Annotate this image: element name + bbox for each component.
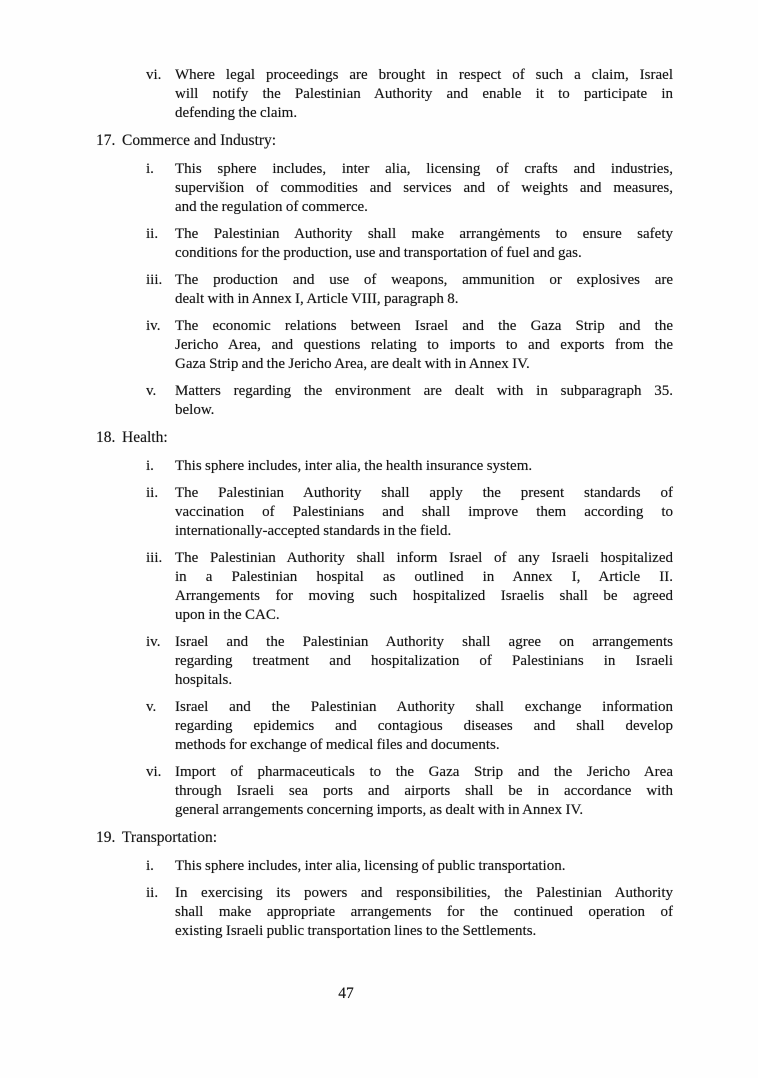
item-marker: ii.	[146, 885, 159, 901]
item-text	[175, 698, 673, 755]
text-line: regarding epidemics and contagious diseases and shall develop	[175, 718, 673, 734]
item-marker: v.	[146, 699, 157, 715]
item-text	[175, 160, 673, 217]
text-line: Gaza Strip and the Jericho Area, are dealt with in Annex IV.	[175, 356, 530, 372]
text-line: internationally-accepted standards in the field.	[175, 523, 452, 539]
item-text	[175, 484, 673, 541]
item-marker: ii.	[146, 485, 159, 501]
item-text	[175, 457, 673, 476]
text-line: through Israeli sea ports and airports shall be in accordance with	[175, 783, 673, 799]
text-line: Arrangements for moving such hospitalized Israelis shall be agreed	[175, 588, 673, 604]
text-line: This sphere includes, inter alia, licensing of crafts and industries,	[175, 161, 673, 177]
text-line: This sphere includes, inter alia, licensing of public transportation.	[175, 858, 566, 874]
text-line: defending the claim.	[175, 105, 298, 121]
item-marker: iv.	[146, 634, 161, 650]
list-item	[146, 225, 676, 263]
text-line: supervišion of commodities and services and of weights and measures,	[175, 180, 673, 196]
text-line: methods for exchange of medical files and documents.	[175, 737, 500, 753]
list-item	[146, 160, 676, 217]
text-line: The economic relations between Israel and the Gaza Strip and the	[175, 318, 673, 334]
text-line: Israel and the Palestinian Authority shall exchange information	[175, 699, 673, 715]
text-line: In exercising its powers and responsibilities, the Palestinian Authority	[175, 885, 673, 901]
item-marker: vi.	[146, 67, 162, 83]
text-line: will notify the Palestinian Authority and enable it to participate in	[175, 86, 673, 102]
text-line: Where legal proceedings are brought in respect of such a claim, Israel	[175, 67, 673, 83]
text-line: The Palestinian Authority shall make arrangėments to ensure safety	[175, 226, 673, 242]
list-item	[146, 382, 676, 420]
list-item	[146, 66, 676, 123]
list-item	[146, 549, 676, 625]
list-item	[146, 698, 676, 755]
text-line: Jericho Area, and questions relating to imports to and exports from the	[175, 337, 673, 353]
item-text	[175, 317, 673, 374]
text-line: hospitals.	[175, 672, 233, 688]
document-content	[96, 66, 676, 949]
list-item	[146, 484, 676, 541]
item-text	[175, 763, 673, 820]
text-line: Import of pharmaceuticals to the Gaza Strip and the Jericho Area	[175, 764, 673, 780]
text-line: Matters regarding the environment are dealt with in subparagraph 35.	[175, 383, 673, 399]
section-heading	[96, 131, 676, 150]
text-line: vaccination of Palestinians and shall improve them according to	[175, 504, 673, 520]
item-marker: v.	[146, 383, 157, 399]
item-text	[175, 225, 673, 263]
page-number: 47	[338, 985, 354, 1002]
text-line: regarding treatment and hospitalization of Palestinians in Israeli	[175, 653, 673, 669]
section-number: 18.	[96, 429, 116, 446]
text-line: Israel and the Palestinian Authority shall agree on arrangements	[175, 634, 673, 650]
item-marker: i.	[146, 458, 154, 474]
item-marker: iii.	[146, 550, 163, 566]
item-text	[175, 857, 673, 876]
section-number: 19.	[96, 829, 116, 846]
item-text	[175, 884, 673, 941]
item-marker: iv.	[146, 318, 161, 334]
text-line: The Palestinian Authority shall apply the present standards of	[175, 485, 673, 501]
text-line: conditions for the production, use and transportation of fuel and gas.	[175, 245, 582, 261]
text-line: This sphere includes, inter alia, the health insurance system.	[175, 458, 533, 474]
item-marker: vi.	[146, 764, 162, 780]
item-text	[175, 271, 673, 309]
text-line: existing Israeli public transportation lines to the Settlements.	[175, 923, 537, 939]
item-marker: ii.	[146, 226, 159, 242]
item-text	[175, 382, 673, 420]
list-item	[146, 884, 676, 941]
section-title: Health:	[122, 429, 168, 446]
text-line: in a Palestinian hospital as outlined in Annex I, Article II.	[175, 569, 673, 585]
item-marker: iii.	[146, 272, 163, 288]
list-item	[146, 317, 676, 374]
item-marker: i.	[146, 858, 154, 874]
text-line: The Palestinian Authority shall inform Israel of any Israeli hospitalized	[175, 550, 673, 566]
list-item	[146, 457, 676, 476]
item-marker: i.	[146, 161, 154, 177]
section-heading	[96, 828, 676, 847]
list-item	[146, 271, 676, 309]
text-line: dealt with in Annex I, Article VIII, paragraph 8.	[175, 291, 459, 307]
text-line: upon in the CAC.	[175, 607, 280, 623]
item-text	[175, 549, 673, 625]
text-line: The production and use of weapons, ammunition or explosives are	[175, 272, 673, 288]
item-text	[175, 633, 673, 690]
list-item	[146, 763, 676, 820]
section-heading	[96, 428, 676, 447]
text-line: and the regulation of commerce.	[175, 199, 368, 215]
section-number: 17.	[96, 132, 116, 149]
text-line: below.	[175, 402, 215, 418]
text-line: shall make appropriate arrangements for the continued operation of	[175, 904, 673, 920]
section-title: Commerce and Industry:	[122, 132, 277, 149]
list-item	[146, 633, 676, 690]
text-line: general arrangements concerning imports, as dealt with in Annex IV.	[175, 802, 584, 818]
item-text	[175, 66, 673, 123]
list-item	[146, 857, 676, 876]
section-title: Transportation:	[122, 829, 218, 846]
